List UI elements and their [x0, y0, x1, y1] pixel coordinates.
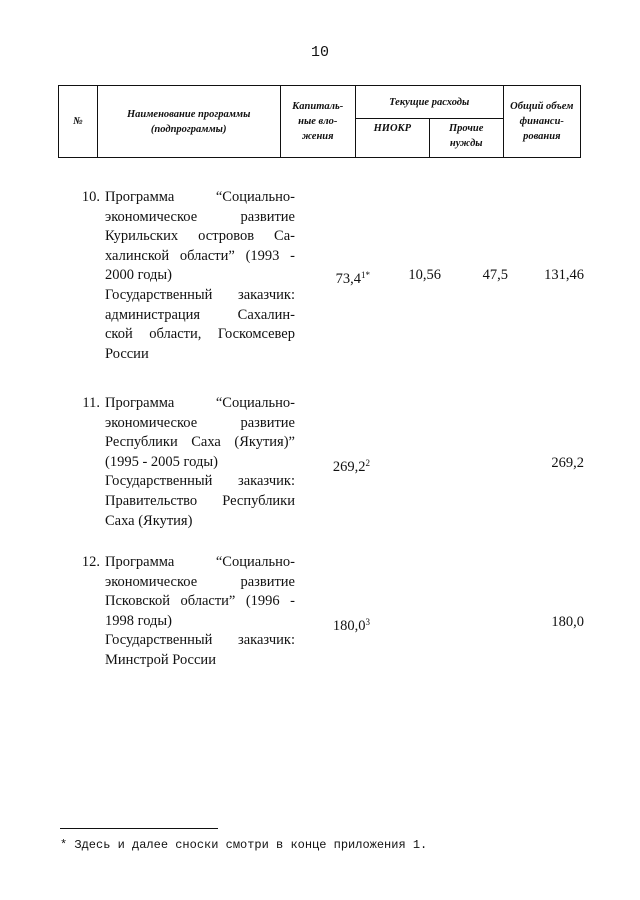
description-line: (1995 - 2005 годы) — [105, 453, 218, 470]
program-description — [105, 394, 295, 531]
description-line: экономическое развитие — [105, 573, 295, 590]
footnote: * Здесь и далее сноски смотри в конце приложения 1. — [60, 838, 428, 852]
total-value: 269,2 — [551, 455, 584, 471]
footnote-rule — [60, 828, 218, 829]
description-line: Программа “Социально- — [105, 554, 295, 570]
description-line: Государственный заказчик: — [105, 632, 295, 649]
header-other: Прочие нужды — [429, 119, 503, 158]
other-value: 47,5 — [482, 267, 508, 283]
description-line: России — [105, 345, 149, 362]
description-line: Псковской области” (1996 - — [105, 593, 295, 610]
header-total: Общий объем финанси-рования — [503, 86, 580, 158]
program-description — [105, 553, 295, 671]
description-line: Саха (Якутия) — [105, 512, 193, 529]
program-description — [105, 188, 295, 364]
description-line: Республики Саха (Якутия)” — [105, 434, 295, 451]
description-line: Курильских островов Са- — [105, 228, 295, 245]
description-line: ской области, Госкомсевер — [105, 326, 295, 343]
capital-value: 269,2$^2$ — [332, 458, 370, 475]
description-line: администрация Сахалин- — [105, 306, 295, 323]
header-name: Наименование программы (подпрограммы) — [97, 86, 280, 158]
description-line: Программа “Социально- — [105, 189, 295, 205]
total-value: 180,0 — [551, 614, 584, 630]
description-line: Правительство Республики — [105, 492, 295, 509]
row-number: 12. — [81, 554, 100, 570]
capital-value: $73,4^{1*}$ — [335, 270, 370, 287]
description-line: Государственный заказчик: — [105, 473, 295, 490]
description-line: 2000 годы) — [105, 267, 172, 284]
capital-value: 180,0$^3$ — [332, 617, 370, 634]
description-line: Минстрой России — [105, 651, 216, 668]
description-line: халинской области” (1993 - — [105, 247, 295, 264]
row-number: 10. — [81, 189, 100, 205]
table-header — [58, 85, 581, 158]
header-no: № — [59, 86, 98, 158]
description-line: Программа “Социально- — [105, 395, 295, 411]
header-capital: Капиталь-ные вло-жения — [280, 86, 355, 158]
total-value: 131,46 — [544, 267, 584, 283]
row-number: 11. — [82, 395, 100, 411]
description-line: 1998 годы) — [105, 612, 172, 629]
description-line: экономическое развитие — [105, 208, 295, 225]
niokr-value: 10,56 — [408, 267, 441, 283]
description-line: Государственный заказчик: — [105, 286, 295, 303]
page-number: 10 — [310, 44, 329, 61]
header-niokr: НИОКР — [355, 119, 429, 158]
description-line: экономическое развитие — [105, 414, 295, 431]
header-current: Текущие расходы — [355, 86, 503, 119]
